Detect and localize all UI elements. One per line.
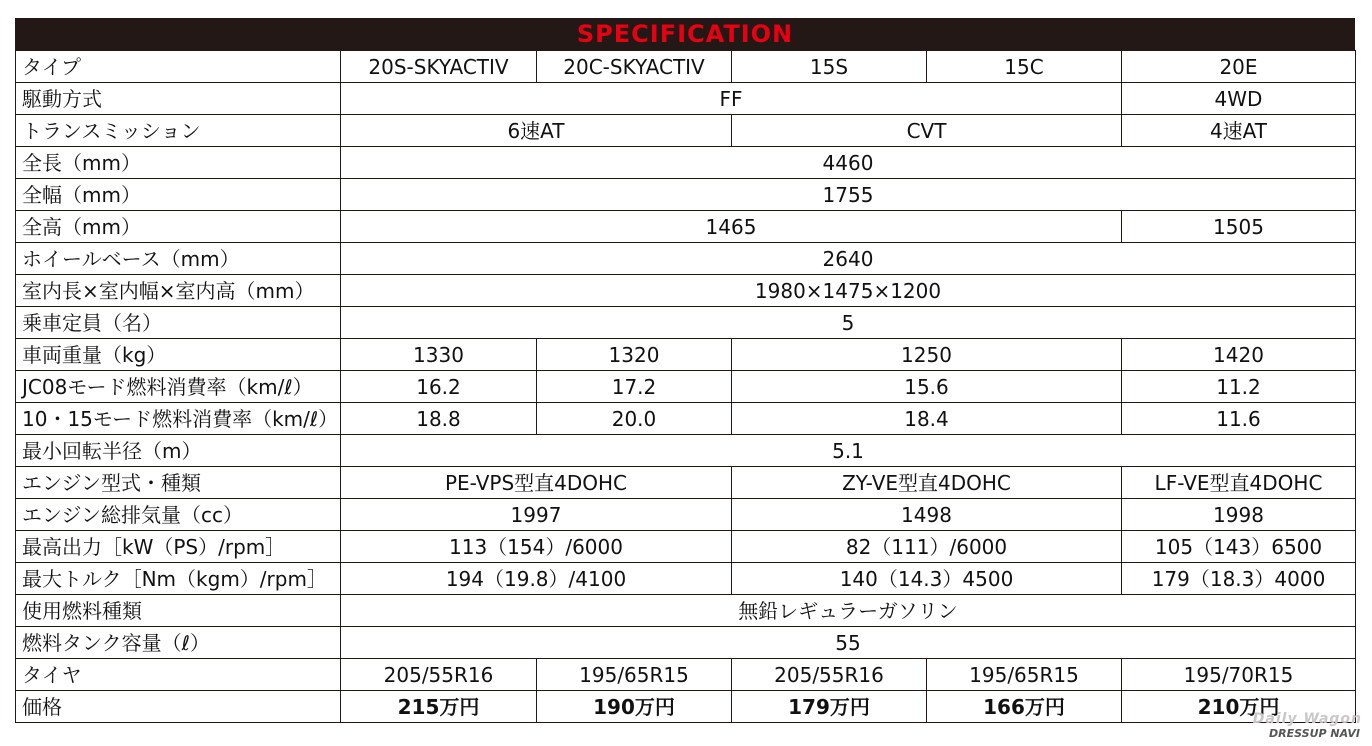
table-row: [16, 627, 1356, 659]
table-cell: 82（111）/6000: [732, 531, 1122, 563]
table-cell: 17.2: [537, 371, 732, 403]
table-cell: 190万円: [537, 691, 732, 723]
table-cell: 195/70R15: [1122, 659, 1356, 691]
table-cell: 5.1: [341, 435, 1356, 467]
row-label: 室内長×室内幅×室内高（mm）: [16, 275, 341, 307]
row-label: 使用燃料種類: [16, 595, 341, 627]
row-label: JC08モード燃料消費率（km/ℓ）: [16, 371, 341, 403]
row-label: タイプ: [16, 51, 341, 83]
title-bar: [15, 18, 1355, 50]
table-cell: CVT: [732, 115, 1122, 147]
table-cell: 16.2: [341, 371, 537, 403]
spec-sheet: [15, 18, 1355, 723]
row-label: 価格: [16, 691, 341, 723]
table-cell: PE-VPS型直4DOHC: [341, 467, 732, 499]
row-label: エンジン型式・種類: [16, 467, 341, 499]
table-cell: 179万円: [732, 691, 927, 723]
row-label: 全高（mm）: [16, 211, 341, 243]
table-cell: 6速AT: [341, 115, 732, 147]
table-cell: 4460: [341, 147, 1356, 179]
table-cell: 4WD: [1122, 83, 1356, 115]
table-cell: 1250: [732, 339, 1122, 371]
table-row: [16, 307, 1356, 339]
row-label: 10・15モード燃料消費率（km/ℓ）: [16, 403, 341, 435]
table-row: [16, 467, 1356, 499]
row-label: タイヤ: [16, 659, 341, 691]
table-cell: 1498: [732, 499, 1122, 531]
spec-table: [15, 50, 1356, 723]
row-label: トランスミッション: [16, 115, 341, 147]
row-label: 駆動方式: [16, 83, 341, 115]
table-cell: 113（154）/6000: [341, 531, 732, 563]
row-label: 車両重量（kg）: [16, 339, 341, 371]
table-cell: 195/65R15: [537, 659, 732, 691]
table-row: [16, 83, 1356, 115]
row-label: ホイールベース（mm）: [16, 243, 341, 275]
table-row: [16, 403, 1356, 435]
table-row: [16, 371, 1356, 403]
table-cell: 55: [341, 627, 1356, 659]
table-cell: 210万円: [1122, 691, 1356, 723]
table-cell: 20.0: [537, 403, 732, 435]
row-label: 燃料タンク容量（ℓ）: [16, 627, 341, 659]
table-row: [16, 499, 1356, 531]
table-cell: ZY-VE型直4DOHC: [732, 467, 1122, 499]
watermark: [1253, 711, 1362, 740]
row-label: 全長（mm）: [16, 147, 341, 179]
table-row: [16, 115, 1356, 147]
row-label: 最小回転半径（m）: [16, 435, 341, 467]
table-cell: 18.8: [341, 403, 537, 435]
table-row: [16, 147, 1356, 179]
watermark-site-text: DRESSUP NAVI: [1253, 727, 1362, 740]
table-cell: 166万円: [927, 691, 1122, 723]
table-cell: 1420: [1122, 339, 1356, 371]
table-cell: 20E: [1122, 51, 1356, 83]
row-label: 最大トルク［Nm（kgm）/rpm］: [16, 563, 341, 595]
table-cell: LF-VE型直4DOHC: [1122, 467, 1356, 499]
table-cell: 5: [341, 307, 1356, 339]
table-row: [16, 179, 1356, 211]
table-row: [16, 211, 1356, 243]
table-cell: 179（18.3）4000: [1122, 563, 1356, 595]
table-cell: 20C-SKYACTIV: [537, 51, 732, 83]
table-cell: 1755: [341, 179, 1356, 211]
table-cell: 140（14.3）4500: [732, 563, 1122, 595]
table-cell: 2640: [341, 243, 1356, 275]
table-cell: 11.2: [1122, 371, 1356, 403]
table-row: [16, 563, 1356, 595]
watermark-logo-text: Daily Wagon: [1252, 711, 1362, 727]
table-cell: 20S-SKYACTIV: [341, 51, 537, 83]
row-label: エンジン総排気量（cc）: [16, 499, 341, 531]
table-cell: 1505: [1122, 211, 1356, 243]
spec-title: SPECIFICATION: [576, 20, 794, 48]
table-cell: 1980×1475×1200: [341, 275, 1356, 307]
table-cell: 1320: [537, 339, 732, 371]
table-cell: 4速AT: [1122, 115, 1356, 147]
table-cell: 205/55R16: [341, 659, 537, 691]
table-cell: 11.6: [1122, 403, 1356, 435]
table-row: [16, 275, 1356, 307]
table-cell: 195/65R15: [927, 659, 1122, 691]
table-cell: 215万円: [341, 691, 537, 723]
table-row: [16, 339, 1356, 371]
table-cell: 105（143）6500: [1122, 531, 1356, 563]
table-cell: 15C: [927, 51, 1122, 83]
row-label: 最高出力［kW（PS）/rpm］: [16, 531, 341, 563]
table-cell: 1997: [341, 499, 732, 531]
table-cell: 18.4: [732, 403, 1122, 435]
table-cell: 15.6: [732, 371, 1122, 403]
table-row: [16, 51, 1356, 83]
table-cell: 15S: [732, 51, 927, 83]
table-cell: 205/55R16: [732, 659, 927, 691]
table-row: [16, 243, 1356, 275]
table-cell: 1330: [341, 339, 537, 371]
table-row: [16, 691, 1356, 723]
spec-table-body: [16, 51, 1356, 723]
table-row: [16, 435, 1356, 467]
table-cell: 無鉛レギュラーガソリン: [341, 595, 1356, 627]
table-cell: 1998: [1122, 499, 1356, 531]
row-label: 全幅（mm）: [16, 179, 341, 211]
table-cell: 1465: [341, 211, 1122, 243]
table-row: [16, 659, 1356, 691]
table-row: [16, 595, 1356, 627]
table-cell: 194（19.8）/4100: [341, 563, 732, 595]
table-cell: FF: [341, 83, 1122, 115]
row-label: 乗車定員（名）: [16, 307, 341, 339]
table-row: [16, 531, 1356, 563]
